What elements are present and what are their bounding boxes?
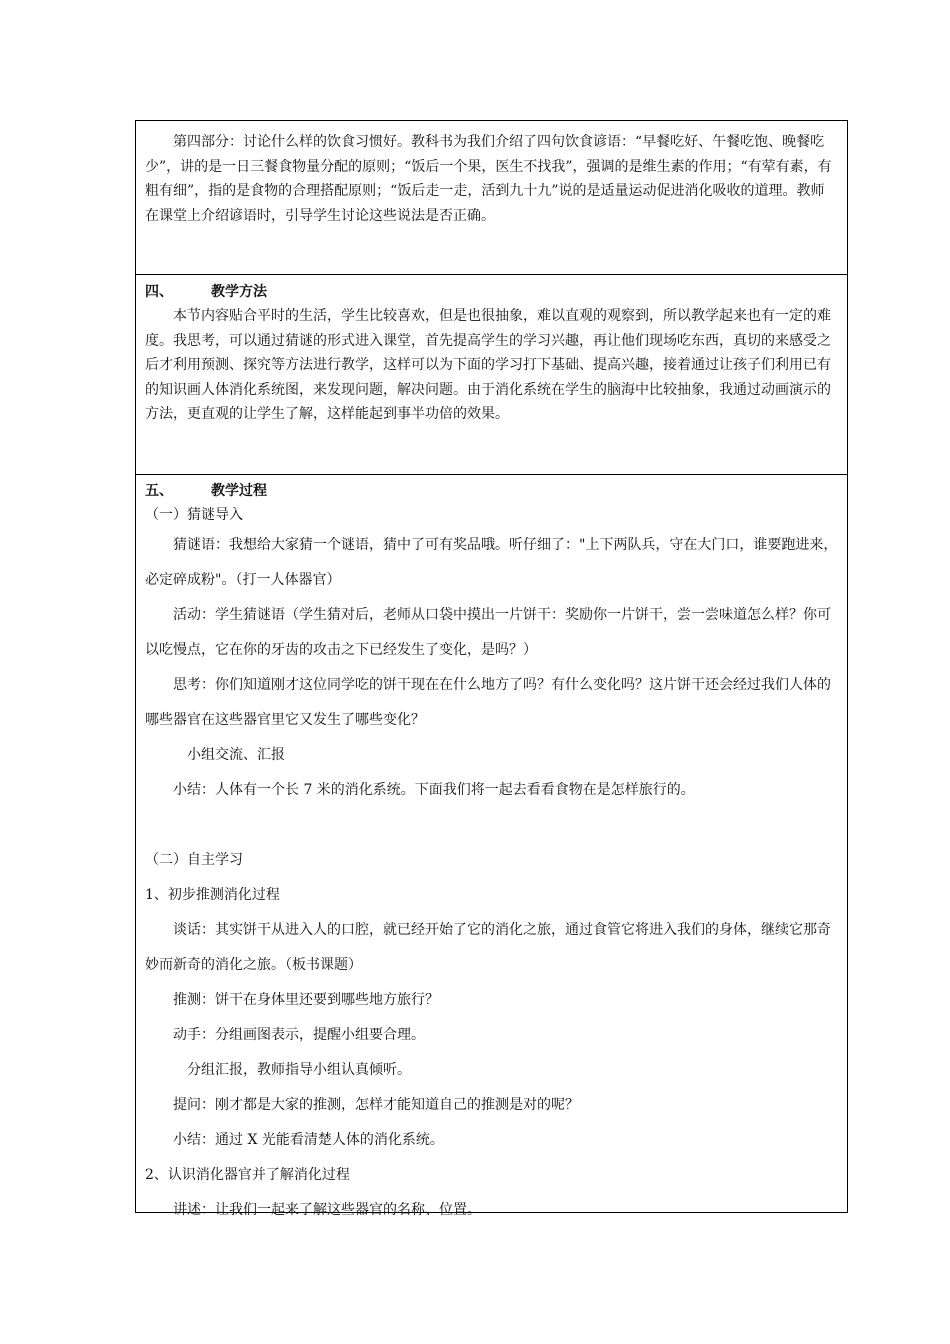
question-paragraph: 提问：刚才都是大家的推测，怎样才能知道自己的推测是对的呢？ (173, 1096, 579, 1113)
lesson-plan-table (135, 120, 848, 1218)
section-title: 教学方法 (211, 284, 267, 300)
hands-paragraph: 动手：分组画图表示，提醒小组要合理。 (173, 1026, 425, 1043)
part4-paragraph: 第四部分：讨论什么样的饮食习惯好。教科书为我们介绍了四句饮食谚语：“早餐吃好、午餐吃饱、晚餐吃少”，讲的是一日三餐食物量分配的原则；“饭后一个果，医生不找我”，强调的是维生素的作用；“有荤有素，有粗有细”，指的是食物的合理搭配原则；“饭后走一走，活到九十九”说的是适量运动促进消化吸收的道理。教师在课堂上介绍谚语时，引导学生讨论这些说法是否正确。 (145, 134, 832, 224)
guess-paragraph: 推测：饼干在身体里还要到哪些地方旅行？ (173, 991, 439, 1008)
part4-cell (136, 121, 847, 275)
subsection-title: （一）猜谜导入 (145, 507, 243, 523)
teaching-method-paragraph: 本节内容贴合平时的生活，学生比较喜欢，但是也很抽象，难以直观的观察到，所以教学起来也有一定的难度。我思考，可以通过猜谜的形式进入课堂，首先提高学生的学习兴趣，再让他们现场吃东西，真切的来感受之后才利用预测、探究等方法进行教学，这样可以为下面的学习打下基础、提高兴趣，接着通过让孩子们利用已有的知识画人体消化系统图，来发现问题，解决问题。由于消化系统在学生的脑海中比较抽象，我通过动画演示的方法，更直观的让学生了解，这样能起到事半功倍的效果。 (145, 308, 831, 422)
blank-line (145, 808, 838, 843)
summary1-paragraph: 小结：人体有一个长 7 米的消化系统。下面我们将一起去看看食物在是怎样旅行的。 (173, 781, 695, 798)
teaching-process-heading (145, 479, 838, 503)
talk-paragraph: 谈话：其实饼干从进入人的口腔，就已经开始了它的消化之旅，通过食管它将进入我们的身体，继续它那奇妙而新奇的消化之旅。（板书课题） (145, 921, 831, 973)
activity-paragraph: 活动：学生猜谜语（学生猜对后，老师从口袋中摸出一片饼干：奖励你一片饼干，尝一尝味道怎么样？你可以吃慢点，它在你的牙齿的攻击之下已经发生了变化，是吗？） (145, 606, 831, 658)
group-paragraph: 小组交流、汇报 (187, 746, 285, 763)
item-title: 2、认识消化器官并了解消化过程 (145, 1166, 350, 1183)
section-number: 五、 (145, 483, 173, 499)
summary2-paragraph: 小结：通过 X 光能看清楚人体的消化系统。 (173, 1131, 444, 1148)
riddle-paragraph: 猜谜语：我想给大家猜一个谜语，猜中了可有奖品哦。听仔细了："上下两队兵，守在大门口，谁要跑进来，必定碎成粉"。（打一人体器官） (145, 536, 838, 588)
teaching-process-cell (136, 475, 847, 1218)
section-number: 四、 (145, 284, 173, 300)
section-title: 教学过程 (211, 483, 267, 499)
teaching-method-heading (145, 280, 838, 304)
report-paragraph: 分组汇报，教师指导小组认真倾听。 (187, 1061, 411, 1078)
subsection-title: （二）自主学习 (145, 851, 243, 868)
item-title: 1、初步推测消化过程 (145, 886, 280, 903)
teaching-method-cell (136, 275, 847, 475)
narrate-paragraph: 讲述：让我们一起来了解这些器官的名称、位置。 (173, 1201, 481, 1218)
think-paragraph: 思考：你们知道刚才这位同学吃的饼干现在在什么地方了吗？有什么变化吗？这片饼干还会经过我们人体的哪些器官在这些器官里它又发生了哪些变化？ (145, 676, 831, 728)
